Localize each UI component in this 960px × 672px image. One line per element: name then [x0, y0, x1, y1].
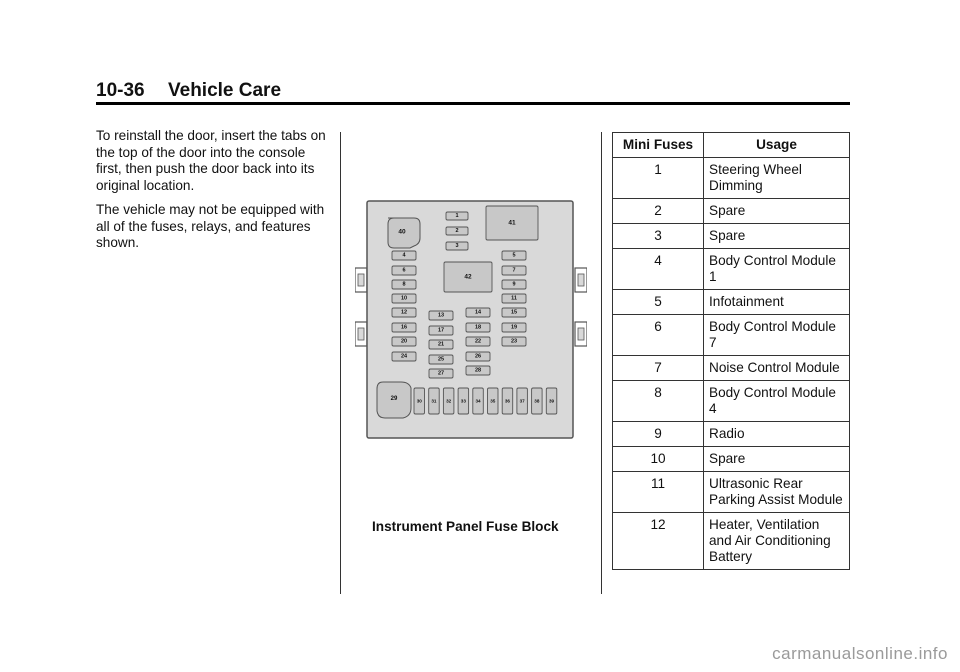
figure-caption: Instrument Panel Fuse Block [372, 519, 559, 534]
fuse-number: 4 [613, 249, 704, 290]
fuse-usage: Spare [704, 447, 850, 472]
fuse-label: 34 [475, 398, 481, 404]
fuse-label: 3 [455, 243, 459, 249]
left-column [96, 128, 328, 260]
fuse-label: 16 [400, 324, 408, 331]
fuse-number: 3 [613, 224, 704, 249]
header-usage: Usage [704, 133, 850, 158]
fuse-number: 12 [613, 513, 704, 570]
fuse-number: 9 [613, 422, 704, 447]
mounting-tab-slot [358, 328, 364, 340]
mounting-tab-slot [578, 328, 584, 340]
section-title: Vehicle Care [168, 80, 282, 101]
fuse-label: 40 [398, 228, 406, 236]
mounting-tab-slot [358, 274, 364, 286]
column-divider-left [340, 132, 341, 594]
fuse-label: 38 [534, 398, 540, 404]
watermark: carmanualsonline.info [772, 644, 948, 663]
fuse-label: 28 [474, 367, 482, 374]
fuse-usage: Steering Wheel Dimming [704, 158, 850, 199]
fuse-number: 8 [613, 381, 704, 422]
fuse-block-diagram [355, 198, 587, 442]
fuse-label: 25 [437, 356, 445, 363]
fuse-usage: Radio [704, 422, 850, 447]
table-header-row [613, 133, 850, 158]
mounting-tab-slot [578, 274, 584, 286]
paragraph-reinstall-door: To reinstall the door, insert the tabs on the top of the door into the console first, then push the door back into its original location. [96, 128, 326, 193]
fuse-label: 7 [512, 267, 516, 274]
table-row [613, 356, 850, 381]
fuse-label: 23 [510, 338, 518, 345]
fuse-label: 41 [508, 219, 516, 227]
column-divider-right [601, 132, 602, 594]
fuse-usage: Body Control Module 4 [704, 381, 850, 422]
table-row [613, 249, 850, 290]
fuse-number: 6 [613, 315, 704, 356]
table-row [613, 290, 850, 315]
fuse-usage: Spare [704, 199, 850, 224]
fuse-label: 4 [402, 252, 406, 259]
fuse-usage: Infotainment [704, 290, 850, 315]
table-row [613, 158, 850, 199]
table-row [613, 199, 850, 224]
fuse-label: 9 [512, 281, 516, 288]
fuse-number: 10 [613, 447, 704, 472]
fuse-number: 7 [613, 356, 704, 381]
header-rule [96, 102, 850, 105]
fuse-usage: Body Control Module 7 [704, 315, 850, 356]
fuse-label: 37 [519, 398, 525, 404]
fuse-label: 31 [431, 398, 437, 404]
fuse-label: 24 [400, 353, 408, 360]
table-row [613, 513, 850, 570]
fuse-label: 27 [437, 370, 445, 377]
fuse-usage: Spare [704, 224, 850, 249]
fuse-label: 6 [402, 267, 406, 274]
fuse-usage: Noise Control Module [704, 356, 850, 381]
fuse-label: 32 [446, 398, 452, 404]
fuse-label: 42 [464, 273, 472, 281]
table-row [613, 224, 850, 249]
fuse-label: 17 [437, 327, 445, 334]
header-mini-fuses: Mini Fuses [613, 133, 704, 158]
page-number: 10-36 [96, 80, 145, 101]
fuse-label: 18 [474, 324, 482, 331]
mini-fuses-table [612, 132, 850, 570]
table-row [613, 447, 850, 472]
table-row [613, 472, 850, 513]
fuse-label: 39 [548, 398, 555, 404]
table-row [613, 315, 850, 356]
fuse-label: 5 [512, 252, 516, 259]
fuse-label: 29 [390, 396, 398, 402]
fuse-label: 26 [474, 353, 482, 360]
fuse-label: 14 [474, 309, 482, 316]
fuse-number: 5 [613, 290, 704, 315]
table-row [613, 381, 850, 422]
fuse-usage: Body Control Module 1 [704, 249, 850, 290]
fuse-label: 30 [416, 398, 422, 404]
fuse-label: 15 [510, 309, 518, 316]
paragraph-equipment-note: The vehicle may not be equipped with all of the fuses, relays, and features shown. [96, 202, 325, 250]
fuse-usage: Heater, Ventilation and Air Conditioning Battery [704, 513, 850, 570]
fuse-number: 2 [613, 199, 704, 224]
fuse-label: 10 [400, 295, 408, 302]
fuse-block-figure [355, 198, 587, 447]
fuse-label: 19 [510, 324, 518, 331]
fuse-label: 2 [455, 228, 459, 234]
fuse-label: 13 [437, 312, 445, 319]
fuse-label: 35 [490, 398, 496, 404]
fuse-label: 8 [402, 281, 406, 288]
fuse-number: 11 [613, 472, 704, 513]
fuse-label: 20 [400, 338, 408, 345]
fuse-label: 22 [474, 338, 482, 345]
fuse-usage: Ultrasonic Rear Parking Assist Module [704, 472, 850, 513]
table-row [613, 422, 850, 447]
fuse-number: 1 [613, 158, 704, 199]
fuse-label: 36 [504, 398, 511, 404]
fuse-label: 11 [511, 295, 517, 302]
fuse-label: 1 [455, 213, 459, 219]
fuse-label: 21 [437, 341, 445, 348]
fuse-label: 33 [460, 398, 466, 404]
fuse-label: 12 [400, 309, 408, 316]
page-header [96, 80, 281, 102]
